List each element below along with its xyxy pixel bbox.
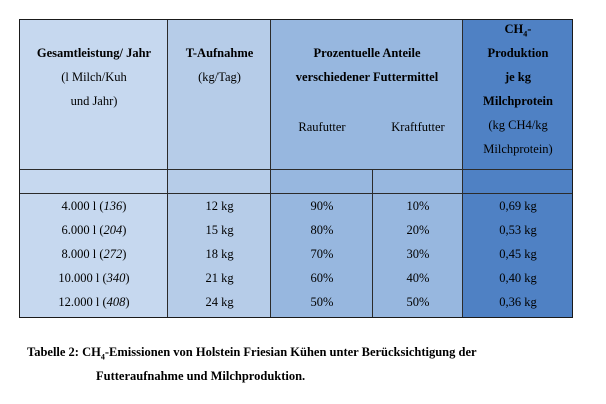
table-cell-milk: 10.000 l (340) [58,271,130,285]
table-cell-kraft: 10% [406,199,430,213]
header-feed-shares: Prozentuelle Anteile [313,46,421,60]
header-intake-unit: (kg/Tag) [198,70,241,84]
table-cell-ch4: 0,53 kg [499,223,537,237]
table-cell-kraft: 40% [406,271,430,285]
table-caption: Tabelle 2: $CH_4$-Emissionen von Holstein Friesian Kühen unter Berücksichtigung der Futteraufnahme und Milchproduktion. [27,345,477,383]
table-cell-rau: 80% [310,223,334,237]
header-concentrate: Kraftfutter [391,120,445,134]
header-ch4-2: Produktion [487,46,549,60]
table-cell-milk: 4.000 l (136) [61,199,127,213]
table-cell-kraft: 30% [406,247,430,261]
header-total-yield-unit-2: und Jahr) [70,94,118,108]
table-cell-milk: 8.000 l (272) [61,247,127,261]
table-cell-intake: 21 kg [205,271,234,285]
header-total-yield: Gesamtleistung/ Jahr [36,46,152,60]
table-cell-intake: 12 kg [205,199,234,213]
table-cell-ch4: 0,40 kg [499,271,537,285]
table-cell-intake: 18 kg [205,247,234,261]
header-ch4-unit: (kg CH4/kg [488,118,548,132]
header-roughage: Raufutter [298,120,346,134]
header-ch4-1: $CH_4-$ [504,22,532,39]
row-divider [20,169,572,170]
table-cell-milk: 12.000 l (408) [58,295,130,309]
table-cell-ch4: 0,36 kg [499,295,537,309]
table-cell-rau: 90% [310,199,334,213]
header-ch4-3: je kg [504,70,532,84]
table-cell-rau: 70% [310,247,334,261]
data-table [19,19,573,318]
table-cell-milk: 6.000 l (204) [61,223,127,237]
header-ch4-unit-2: Milchprotein) [483,142,553,156]
table-cell-rau: 60% [310,271,334,285]
table-cell-intake: 15 kg [205,223,234,237]
table-cell-intake: 24 kg [205,295,234,309]
table-cell-kraft: 20% [406,223,430,237]
header-feed-shares-2: verschiedener Futtermittel [295,70,439,84]
header-total-yield-unit: (l Milch/Kuh [61,70,127,84]
table-cell-kraft: 50% [406,295,430,309]
table-cell-ch4: 0,69 kg [499,199,537,213]
table-cell-ch4: 0,45 kg [499,247,537,261]
header-ch4-4: Milchprotein [483,94,553,108]
header-intake: T-Aufnahme [185,46,254,60]
table-cell-rau: 50% [310,295,334,309]
